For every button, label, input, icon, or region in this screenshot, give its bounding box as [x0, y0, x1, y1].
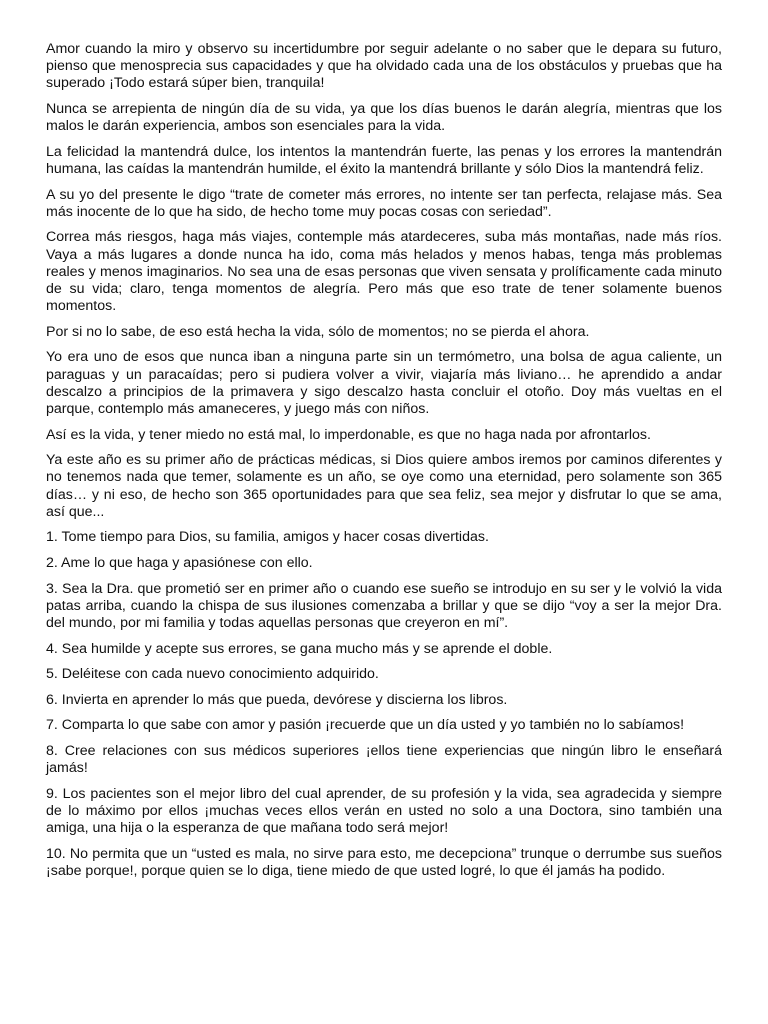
- list-item-5: 5. Deléitese con cada nuevo conocimiento adquirido.: [46, 666, 379, 683]
- paragraph-8: Así es la vida, y tener miedo no está mal, lo imperdonable, es que no haga nada por afrontarlos.: [46, 426, 651, 443]
- paragraph-4: A su yo del presente le digo “trate de cometer más errores, no intente ser tan perfecta, relajase más. Sea más inocente de lo que ha sido, de hecho tome muy pocas cosas con seriedad”.: [46, 186, 722, 220]
- paragraph-9: Ya este año es su primer año de prácticas médicas, si Dios quiere ambos iremos por caminos diferentes y no tenemos nada que temer, solamente es un año, se oye como una eternidad, pero solamente son 365 días… y ni eso, de hecho son 365 oportunidades para que sea feliz, sea mejor y disfrutar lo que se ama, así que...: [46, 452, 722, 520]
- paragraph-2: Nunca se arrepienta de ningún día de su vida, ya que los días buenos le darán alegría, mientras que los malos le darán experiencia, ambos son esenciales para la vida.: [46, 101, 722, 135]
- paragraph-1: Amor cuando la miro y observo su incertidumbre por seguir adelante o no saber que le depara su futuro, pienso que menosprecia sus capacidades y que ha olvidado cada una de los obstáculos y pruebas que ha superado ¡Todo estará súper bien, tranquila!: [46, 41, 722, 92]
- paragraph-3: La felicidad la mantendrá dulce, los intentos la mantendrán fuerte, las penas y los errores la mantendrán humana, las caídas la mantendrán humilde, el éxito la mantendrá brillante y sólo Dios la mantendrá feliz.: [46, 143, 722, 177]
- list-item-4: 4. Sea humilde y acepte sus errores, se gana mucho más y se aprende el doble.: [46, 640, 553, 657]
- list-item-10: 10. No permita que un “usted es mala, no sirve para esto, me decepciona” trunque o derrumbe sus sueños ¡sabe porque!, porque quien se lo diga, tiene miedo de que usted logré, lo que él jamás ha podido.: [46, 845, 722, 879]
- list-item-2: 2. Ame lo que haga y apasiónese con ello.: [46, 554, 313, 571]
- list-item-1: 1. Tome tiempo para Dios, su familia, amigos y hacer cosas divertidas.: [46, 529, 489, 546]
- list-item-7: 7. Comparta lo que sabe con amor y pasión ¡recuerde que un día usted y yo también no lo sabíamos!: [46, 717, 685, 734]
- list-item-9: 9. Los pacientes son el mejor libro del cual aprender, de su profesión y la vida, sea agradecida y siempre de lo máximo por ellos ¡muchas veces ellos verán en usted no solo a una Doctora, sino también una amiga, una hija o la esperanza de que mañana todo será mejor!: [46, 785, 722, 837]
- paragraph-7: Yo era uno de esos que nunca iban a ninguna parte sin un termómetro, una bolsa de agua caliente, un paraguas y un paracaídas; pero si pudiera volver a vivir, viajaría más liviano… he aprendido a andar descalzo a principios de la primavera y sigo descalzo hasta concluir el otoño. Doy más vueltas en el parque, contemplo más amaneceres, y juego más con niños.: [46, 349, 722, 417]
- list-item-8: 8. Cree relaciones con sus médicos superiores ¡ellos tiene experiencias que ningún libro le enseñará jamás!: [46, 742, 722, 777]
- paragraph-5: Correa más riesgos, haga más viajes, contemple más atardeceres, suba más montañas, nade más ríos. Vaya a más lugares a donde nunca ha ido, coma más helados y menos habas, tenga más problemas reales y menos imaginarios. No sea una de esas personas que viven sensata y prolíficamente cada minuto de su vida; claro, tenga momentos de alegría. Pero más que eso trate de tener solamente buenos momentos.: [46, 229, 722, 315]
- list-item-6: 6. Invierta en aprender lo más que pueda, devórese y discierna los libros.: [46, 691, 508, 708]
- paragraph-6: Por si no lo sabe, de eso está hecha la vida, sólo de momentos; no se pierda el ahora.: [46, 323, 590, 340]
- list-item-3: 3. Sea la Dra. que prometió ser en primer año o cuando ese sueño se introdujo en su ser y le volvió la vida patas arriba, cuando la chispa de sus ilusiones comenzaba a brillar y que se dijo “voy a ser la mejor Dra. del mundo, por mi familia y todas aquellas personas que creyeron en mí”.: [46, 580, 722, 631]
